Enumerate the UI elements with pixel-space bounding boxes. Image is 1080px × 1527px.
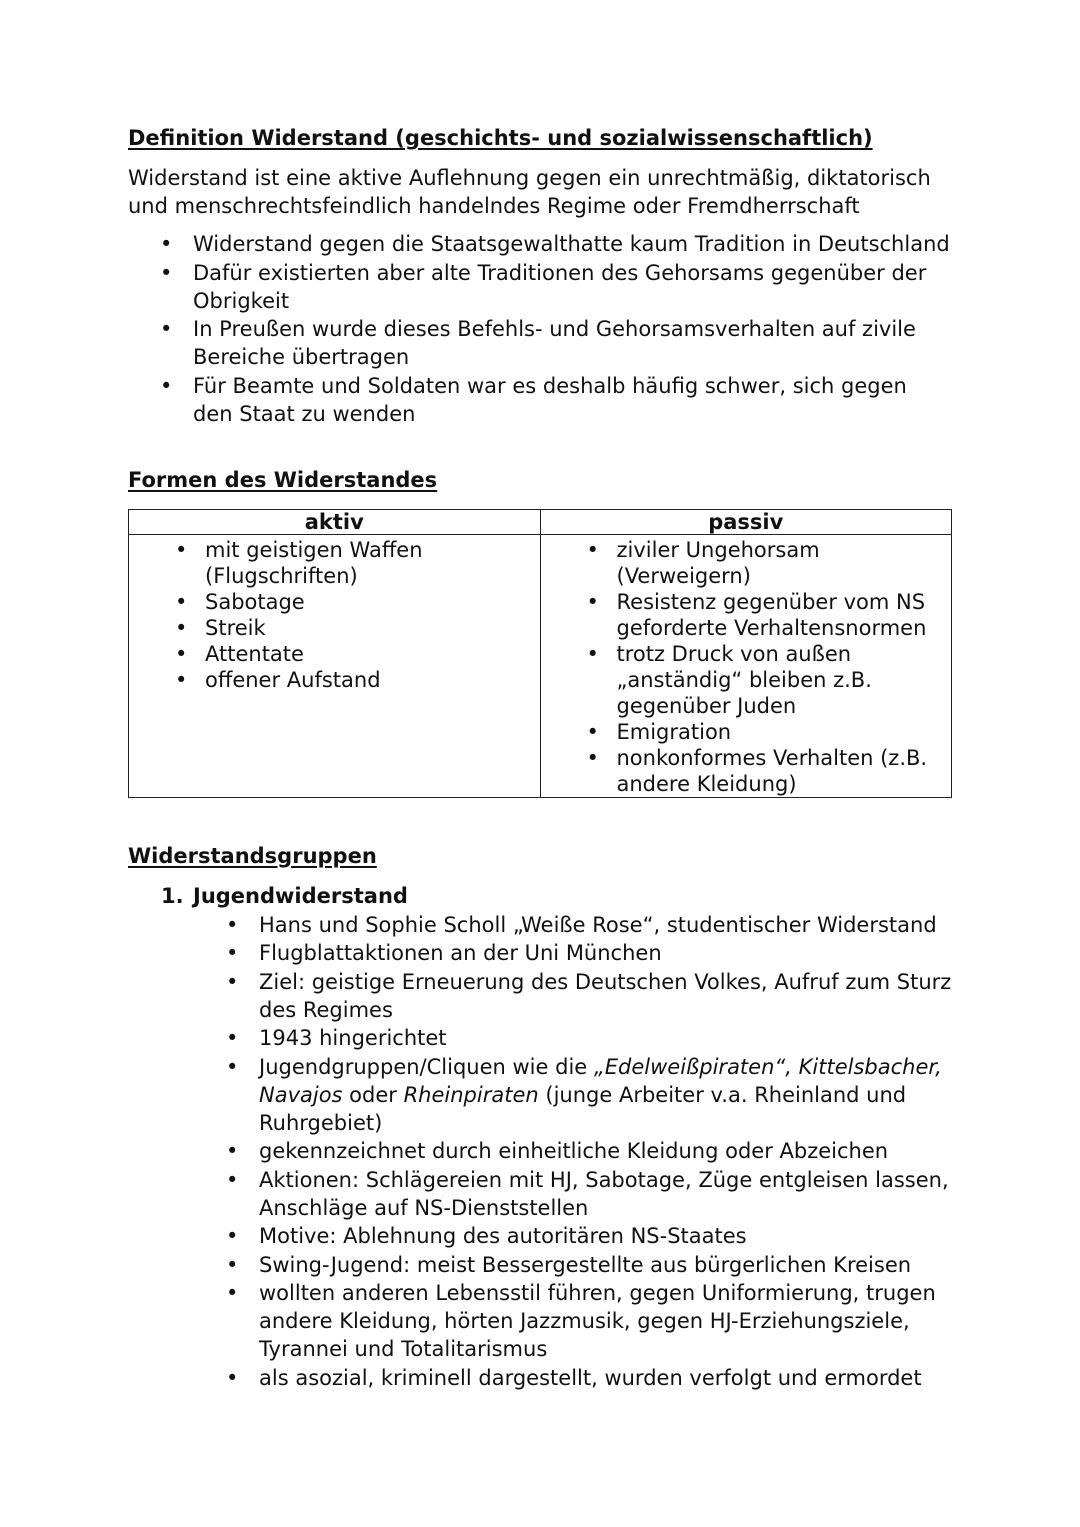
list-item: • gekennzeichnet durch einheitliche Kleidung oder Abzeichen: [259, 1137, 952, 1165]
definition-heading: Definition Widerstand (geschichts- und sozialwissenschaftlich): [128, 126, 873, 150]
passive-list: [541, 537, 952, 797]
definition-text: Widerstand ist eine aktive Auflehnung gegen ein unrechtmäßig, diktatorisch und menschrechtsfeindlich handelndes Regime oder Fremdherrschaft: [128, 166, 931, 218]
list-item: • Resistenz gegenüber vom NS geforderte Verhaltensnormen: [617, 589, 952, 641]
list-item: • Motive: Ablehnung des autoritären NS-Staates: [259, 1222, 952, 1250]
list-item: • Emigration: [617, 719, 952, 745]
list-item: • Attentate: [205, 641, 540, 667]
groups-heading: Widerstandsgruppen: [128, 843, 377, 868]
list-item: • Aktionen: Schlägereien mit HJ, Sabotage, Züge entgleisen lassen, Anschläge auf NS-Dienststellen: [259, 1166, 952, 1222]
list-item: • Hans und Sophie Scholl „Weiße Rose“, studentischer Widerstand: [259, 911, 952, 939]
list-item: • Widerstand gegen die Staatsgewalthatte kaum Tradition in Deutschland: [193, 230, 952, 258]
youth-bullet-list: [128, 911, 952, 1392]
passive-column-header: passiv: [540, 509, 952, 534]
list-item: • nonkonformes Verhalten (z.B. andere Kleidung): [617, 745, 952, 797]
group-title-text: Jugendwiderstand: [193, 883, 408, 908]
list-item: • 1943 hingerichtet: [259, 1024, 952, 1052]
list-item: • Streik: [205, 615, 540, 641]
forms-heading: Formen des Widerstandes: [128, 467, 438, 492]
list-item: • als asozial, kriminell dargestellt, wurden verfolgt und ermordet: [259, 1364, 952, 1392]
list-item: • Flugblattaktionen an der Uni München: [259, 939, 952, 967]
document-page: [128, 124, 952, 1392]
forms-section: [128, 466, 952, 798]
cliques-suffix: (junge Arbeiter v.a. Rheinland und Ruhrgebiet): [259, 1082, 907, 1135]
group-number: 1.: [161, 883, 184, 908]
active-cell: [129, 534, 541, 797]
active-column-header: aktiv: [129, 509, 541, 534]
list-item: • mit geistigen Waffen (Flugschriften): [205, 537, 540, 589]
list-item: • wollten anderen Lebensstil führen, gegen Uniformierung, trugen andere Kleidung, hörten Jazzmusik, gegen HJ-Erziehungsziele, Tyrannei und Totalitarismus: [259, 1279, 952, 1363]
list-item: • Sabotage: [205, 589, 540, 615]
cliques-names-2: Rheinpiraten: [403, 1082, 539, 1107]
group-title-youth: [161, 882, 952, 910]
cliques-prefix: Jugendgruppen/Cliquen wie die: [259, 1054, 594, 1079]
list-item: • Für Beamte und Soldaten war es deshalb häufig schwer, sich gegen den Staat zu wenden: [193, 372, 952, 428]
list-item: • Swing-Jugend: meist Bessergestellte aus bürgerlichen Kreisen: [259, 1251, 952, 1279]
list-item-cliques: [259, 1053, 952, 1137]
cliques-mid: oder: [342, 1082, 404, 1107]
active-list: [129, 537, 540, 693]
passive-cell: [540, 534, 952, 797]
list-item: • Dafür existierten aber alte Traditionen des Gehorsams gegenüber der Obrigkeit: [193, 259, 952, 315]
definition-bullet-list: [128, 230, 952, 428]
list-item: • offener Aufstand: [205, 667, 540, 693]
list-item: • trotz Druck von außen „anständig“ bleiben z.B. gegenüber Juden: [617, 641, 952, 719]
groups-section: [128, 842, 952, 1392]
list-item: • In Preußen wurde dieses Befehls- und Gehorsamsverhalten auf zivile Bereiche übertragen: [193, 315, 952, 371]
cliques-names-1: „Edelweißpiraten“, Kittelsbacher, Navajos: [259, 1054, 942, 1107]
list-item: • ziviler Ungehorsam (Verweigern): [617, 537, 952, 589]
forms-table: [128, 509, 952, 798]
list-item: • Ziel: geistige Erneuerung des Deutschen Volkes, Aufruf zum Sturz des Regimes: [259, 968, 952, 1024]
